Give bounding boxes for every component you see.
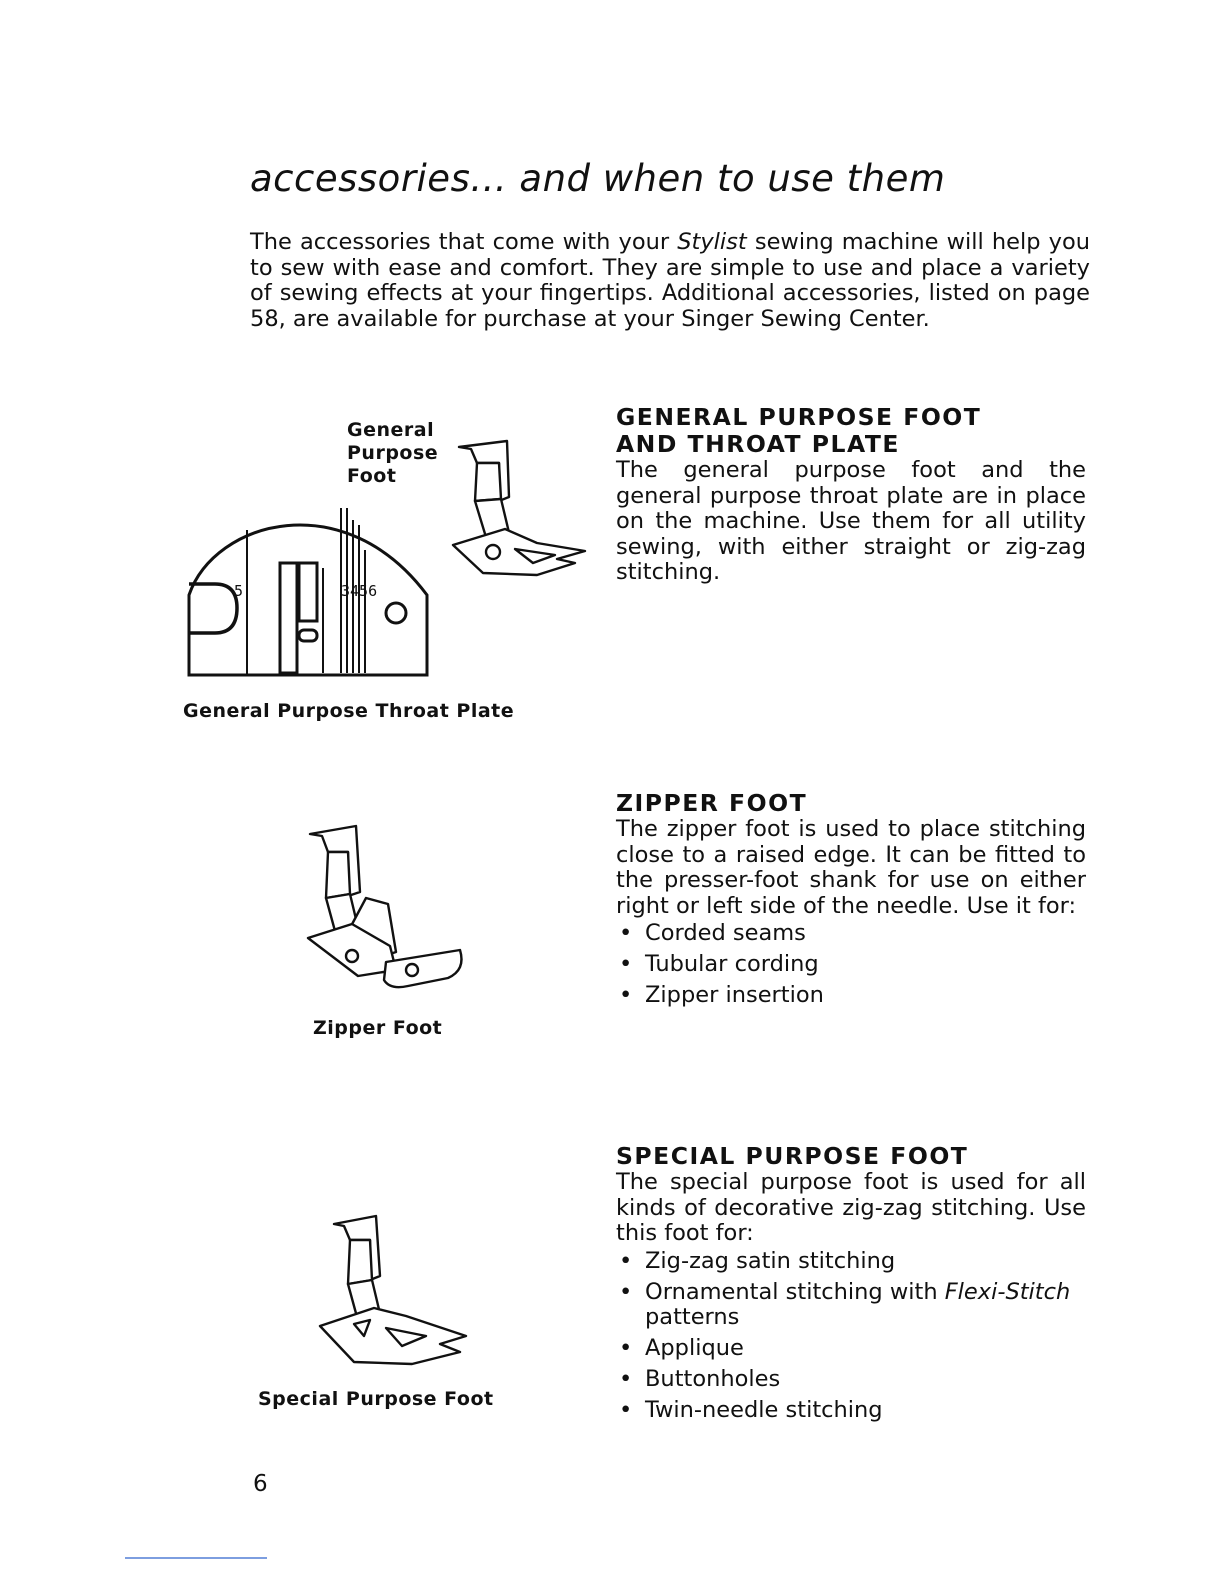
section-body: The zipper foot is used to place stitching close to a raised edge. It can be fitted to the presser-foot shank for use on either right or left side of the needle. Use it for: [616, 816, 1086, 919]
intro-paragraph [250, 230, 1090, 332]
section-special-purpose-foot [616, 1143, 1086, 1429]
list-item [616, 1280, 1086, 1330]
special-purpose-foot-illustration [310, 1212, 475, 1377]
plate-marking-left: 5 [233, 582, 243, 600]
list-item: • Corded seams [616, 921, 1086, 946]
list-item: • Twin-needle stitching [616, 1398, 1086, 1423]
list-item: • Zipper insertion [616, 983, 1086, 1008]
scan-edge-line [125, 1557, 267, 1559]
list-item-emphasis: Flexi-Stitch [944, 1278, 1071, 1305]
page-title: accessories... and when to use them [250, 157, 946, 200]
page-number: 6 [253, 1471, 268, 1497]
section-heading [616, 404, 1086, 458]
bullet-list [616, 921, 1086, 1008]
list-item: • Tubular cording [616, 952, 1086, 977]
section-zipper-foot [616, 790, 1086, 1014]
caption-general-purpose-foot [347, 419, 438, 488]
caption-throat-plate: General Purpose Throat Plate [183, 700, 515, 722]
plate-marking-right: 3456 [341, 582, 378, 600]
list-item: • Zig-zag satin stitching [616, 1249, 1086, 1274]
section-heading: SPECIAL PURPOSE FOOT [616, 1142, 969, 1170]
list-item-text: Ornamental stitching with [645, 1278, 945, 1305]
intro-text-after: sewing machine will help you to sew with ease and comfort. They are simple to use and place a variety of sewing effects at your fingertips. Additional accessories, listed on page 58, are available for purchase at your Singer Sewing Center. [250, 229, 1090, 332]
caption-special-purpose-foot: Special Purpose Foot [258, 1388, 494, 1410]
intro-text-before: The accessories that come with your [250, 229, 678, 255]
list-item-text: patterns [645, 1303, 740, 1330]
section-body: The general purpose foot and the general purpose throat plate are in place on the machine. Use them for all utility sewing, with either straight or zig-zag stitching. [616, 457, 1086, 585]
heading-line: GENERAL PURPOSE FOOT [616, 403, 982, 431]
intro-brand-name: Stylist [677, 229, 747, 255]
heading-line: AND THROAT PLATE [616, 430, 900, 458]
zipper-foot-illustration [300, 820, 470, 1000]
section-heading: ZIPPER FOOT [616, 789, 808, 817]
general-purpose-foot-illustration [445, 437, 595, 587]
list-item: • Buttonholes [616, 1367, 1086, 1392]
caption-zipper-foot: Zipper Foot [313, 1017, 443, 1039]
caption-line: General [347, 419, 435, 441]
bullet-list [616, 1249, 1086, 1423]
section-body: The special purpose foot is used for all kinds of decorative zig-zag stitching. Use this foot for: [616, 1169, 1086, 1246]
caption-line: Purpose [347, 442, 439, 464]
caption-line: Foot [347, 465, 397, 487]
section-general-purpose-foot [616, 404, 1086, 586]
throat-plate-illustration [185, 500, 435, 680]
list-item: • Applique [616, 1336, 1086, 1361]
